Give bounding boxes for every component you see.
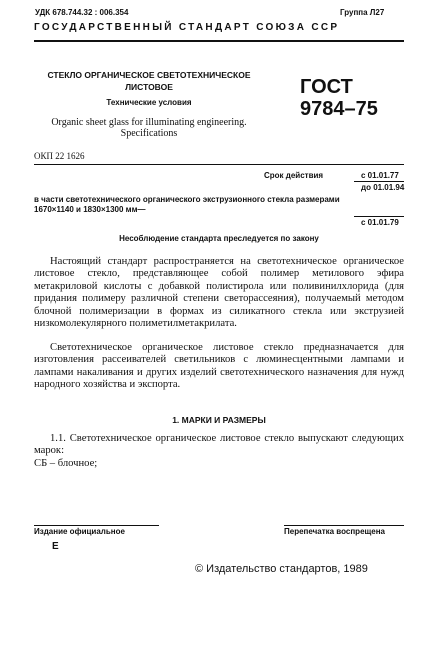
edition-label: Издание официальное <box>34 527 125 536</box>
edition-code: Е <box>52 541 59 552</box>
document-title-line2: ЛИСТОВОЕ <box>125 82 173 92</box>
english-title-line2: Specifications <box>120 128 178 139</box>
footer-rule-right <box>284 525 404 526</box>
validity-date-to: до 01.01.94 <box>361 183 405 192</box>
validity-extension-date: с 01.01.79 <box>361 218 399 227</box>
footer-rule-left <box>34 525 159 526</box>
standard-banner: ГОСУДАРСТВЕННЫЙ СТАНДАРТ СОЮЗА ССР <box>34 22 340 33</box>
reprint-notice: Перепечатка воспрещена <box>284 527 385 536</box>
group-code: Группа Л27 <box>340 8 385 17</box>
gost-label: ГОСТ <box>300 76 353 98</box>
english-title-line1: Organic sheet glass for illuminating engineering. <box>51 117 247 128</box>
body-paragraph-2: Светотехническое органическое листовое стекло предназначается для изготовления рассеивателей светильников с люминесцентными лампами и лампами накаливания и других изделий светотехнического назначения для нужд народного хозяйства и экспорта. <box>34 342 404 391</box>
clause-1-1: 1.1. Светотехническое органическое листовое стекло выпускают следующих марок: <box>34 433 404 457</box>
udk-code: УДК 678.744.32 : 006.354 <box>35 8 129 17</box>
validity-label: Срок действия <box>264 171 324 180</box>
gost-number: 9784–75 <box>300 98 378 120</box>
body-paragraph-3 <box>34 433 404 470</box>
middle-rule <box>34 164 404 165</box>
document-subtitle: Технические условия <box>106 98 192 107</box>
section-title: 1. МАРКИ И РАЗМЕРЫ <box>172 415 266 425</box>
document-title-line1: СТЕКЛО ОРГАНИЧЕСКОЕ СВЕТОТЕХНИЧЕСКОЕ <box>47 70 251 80</box>
grade-sb: СБ – блочное; <box>34 457 98 469</box>
law-notice: Несоблюдение стандарта преследуется по закону <box>119 234 319 243</box>
copyright-notice: © Издательство стандартов, 1989 <box>195 563 368 575</box>
validity-extension-line2: 1670×1140 и 1830×1300 мм— <box>34 205 146 214</box>
okp-code: ОКП 22 1626 <box>34 151 85 161</box>
validity-date-rule <box>354 181 404 182</box>
extension-date-rule <box>354 216 404 217</box>
body-paragraph-1: Настоящий стандарт распространяется на светотехническое органическое листовое стекло, представляющее собой полимер метилового эфира метакриловой кислоты с добавкой полистирола или поливинилхлорида (для придания полимеру различной степени светорассеяния), получаемый методом блочной полимеризации в формах из силикатного стекла или экструзией низкомолекулярного полиметилметакрилата. <box>34 256 404 330</box>
validity-date-from: с 01.01.77 <box>361 171 399 180</box>
validity-extension-line1: в части светотехнического органического экструзионного стекла размерами <box>34 195 340 204</box>
top-rule <box>34 40 404 42</box>
